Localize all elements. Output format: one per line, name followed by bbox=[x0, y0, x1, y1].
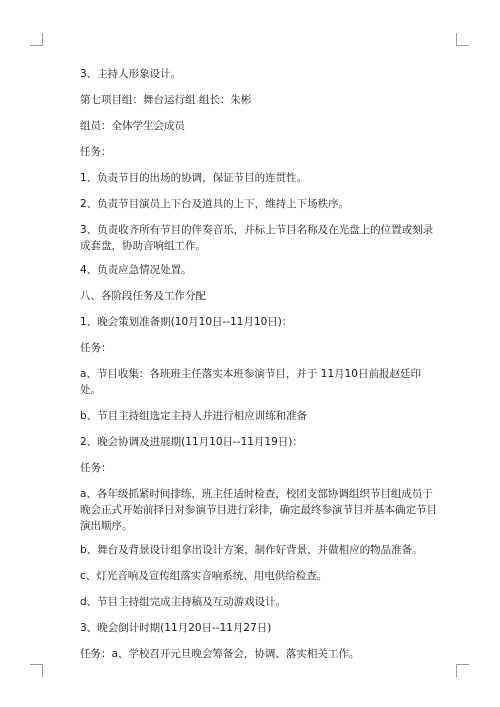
crop-mark-bottom-left bbox=[30, 664, 43, 677]
paragraph: 任务： bbox=[80, 462, 112, 474]
paragraph: 任务： bbox=[80, 342, 112, 354]
paragraph: a、各年级抓紧时间排练，班主任适时检查，校团支部协调组织节目组成员于晚会正式开始前择日对参演节目进行彩排，确定最终参演节目并基本确定节目演出顺序。 bbox=[80, 488, 437, 532]
crop-mark-bottom-right bbox=[456, 664, 469, 677]
paragraph: d、节目主持组完成主持稿及互动游戏设计。 bbox=[80, 596, 287, 608]
paragraph: 任务：a、学校召开元旦晚会筹备会，协调、落实相关工作。 bbox=[80, 648, 360, 660]
section-heading: 第七项目组：舞台运行组 组长：朱彬 bbox=[80, 94, 252, 106]
document-body bbox=[80, 66, 440, 672]
paragraph: 3、晚会倒计时期(11月20日--11月27日) bbox=[80, 622, 272, 634]
paragraph: 任务： bbox=[80, 146, 112, 158]
paragraph: c、灯光音响及宣传组落实音响系统、用电供给检查。 bbox=[80, 570, 328, 582]
crop-mark-top-right bbox=[456, 33, 469, 46]
paragraph: b、舞台及背景设计组拿出设计方案，制作好背景，并做相应的物品准备。 bbox=[80, 544, 423, 556]
paragraph: b、节目主持组选定主持人并进行相应训练和准备 bbox=[80, 410, 308, 422]
paragraph: 2、负责节目演员上下台及道具的上下，维持上下场秩序。 bbox=[80, 198, 350, 210]
paragraph: 2、晚会协调及进展期(11月10日--11月19日)： bbox=[80, 436, 303, 448]
paragraph: a、节目收集：各班班主任落实本班参演节目，并于 11月10日前报赵廷印处。 bbox=[80, 368, 421, 396]
paragraph: 1、晚会策划准备期(10月10日--11月10日)： bbox=[80, 316, 293, 328]
paragraph: 4、负责应急情况处置。 bbox=[80, 264, 192, 276]
paragraph: 1、负责节目的出场的协调，保证节目的连贯性。 bbox=[80, 172, 308, 184]
paragraph: 3、负责收齐所有节目的伴奏音乐，并标上节目名称及在光盘上的位置或刻录成套盘，协助音响组工作。 bbox=[80, 224, 434, 252]
paragraph: 组员：全体学生会成员 bbox=[80, 120, 185, 132]
paragraph: 3、主持人形象设计。 bbox=[80, 68, 182, 80]
section-heading: 八、各阶段任务及工作分配 bbox=[80, 290, 206, 302]
crop-mark-top-left bbox=[30, 33, 43, 46]
